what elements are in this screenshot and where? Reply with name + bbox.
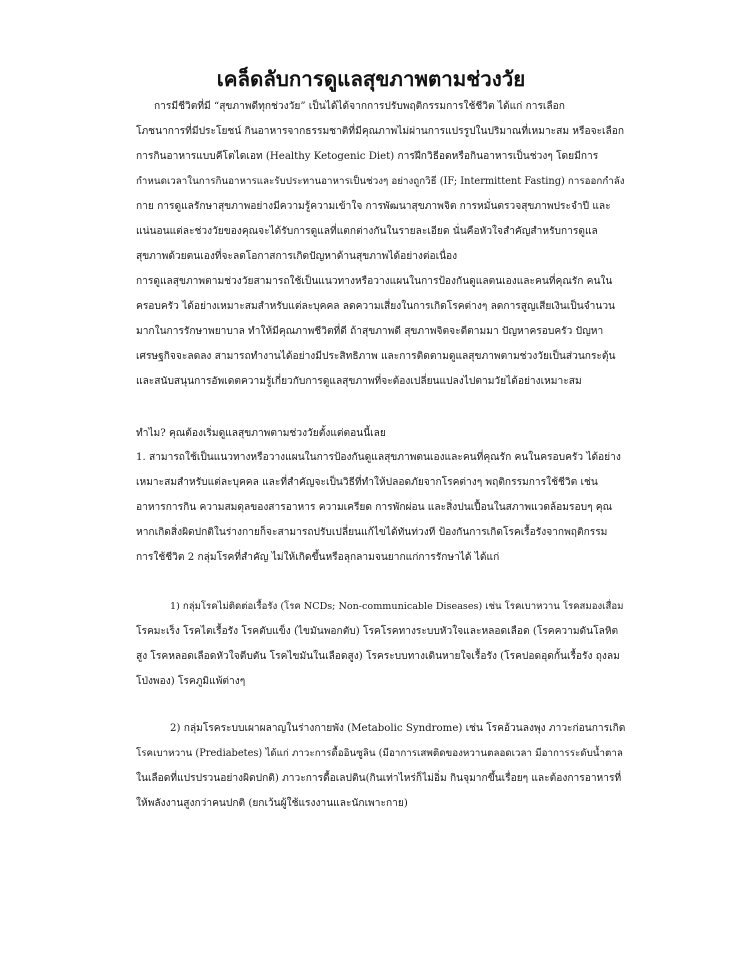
point-line: หากเกิดสิ่งผิดปกติในร่างกายก็จะสามารถปรับเปลี่ยนแก้ไขได้ทันท่วงที ป้องกันการเกิดโรคเรื้อรังจากพฤติกรรม	[136, 527, 608, 538]
intro-line: การดูแลสุขภาพตามช่วงวัยสามารถใช้เป็นแนวทางหรือวางแผนในการป้องกันดูแลตนเองและคนที่คุณรัก คนใน	[136, 276, 613, 287]
point-line: 1. สามารถใช้เป็นแนวทางหรือวางแผนในการป้องกันดูแลสุขภาพตนเองและคนที่คุณรัก คนในครอบครัว ได้อย่าง	[136, 452, 621, 463]
group2-line: ในเลือดที่แปรปรวนอย่างผิดปกติ) ภาวะการดื้อเลปติน(กินเท่าไหร่ก็ไม่อิ่ม กินจุมากขึ้นเรื่อยๆ และต้องการอาหารที่	[136, 773, 622, 784]
group2-line: 2) กลุ่มโรคระบบเผาผลาญในร่างกายพัง (Metabolic Syndrome) เช่น โรคอ้วนลงพุง ภาวะก่อนการเกิด	[170, 723, 626, 734]
group1-line: โรคมะเร็ง โรคไตเรื้อรัง โรคตับแข็ง (ไขมันพอกตับ) โรคโรคทางระบบหัวใจและหลอดเลือด (โรคความดันโลหิต	[136, 626, 619, 637]
group2-line: ให้พลังงานสูงกว่าคนปกติ (ยกเว้นผู้ใช้แรงงานและนักเพาะกาย)	[136, 798, 408, 809]
point-line: เหมาะสมสำหรับแต่ละบุคคล และที่สำคัญจะเป็นวิธีที่ทำให้ปลอดภัยจากโรคต่างๆ พฤติกรรมการใช้ชีวิต เช่น	[136, 477, 598, 488]
intro-line: กาย การดูแลรักษาสุขภาพอย่างมีความรู้ความเข้าใจ การพัฒนาสุขภาพจิต การหมั่นตรวจสุขภาพประจำปี และ	[136, 201, 611, 212]
intro-line: การมีชีวิตที่มี “สุขภาพดีทุกช่วงวัย” เป็นได้ได้จากการปรับพฤติกรรมการใช้ชีวิต ได้แก่ การเลือก	[154, 101, 565, 112]
group1-line: โป่งพอง) โรคภูมิแพ้ต่างๆ	[136, 676, 246, 687]
intro-line: และสนับสนุนการอัพเดตความรู้เกี่ยวกับการดูแลสุขภาพที่จะต้องเปลี่ยนแปลงไปตามวัยได้อย่างเหมาะสม	[136, 376, 582, 387]
point-line: อาหารการกิน ความสมดุลของสารอาหาร ความเครียด การพักผ่อน และสิ่งปนเปื้อนในสภาพแวดล้อมรอบๆ คุณ	[136, 502, 613, 513]
group1-line: 1) กลุ่มโรคไม่ติดต่อเรื้อรัง (โรค NCDs; Non-communicable Diseases) เช่น โรคเบาหวาน โรคสมองเสื่อม	[170, 601, 624, 612]
intro-line: แน่นอนแต่ละช่วงวัยของคุณจะได้รับการดูแลที่แตกต่างกันในรายละเอียด นั่นคือหัวใจสำคัญสำหรับการดูแล	[136, 226, 598, 237]
question-heading: ทำไม? คุณต้องเริ่มดูแลสุขภาพตามช่วงวัยตั้งแต่ตอนนี้เลย	[136, 428, 386, 439]
intro-line: กำหนดเวลาในการกินอาหารและรับประทานอาหารเป็นช่วงๆ อย่างถูกวิธี (IF; Intermittent Fasting) การออกกำลัง	[136, 176, 625, 187]
intro-line: เศรษฐกิจจะลดลง สามารถทำงานได้อย่างมีประสิทธิภาพ และการติดตามดูแลสุขภาพตามช่วงวัยเป็นส่วนกระตุ้น	[136, 351, 616, 362]
intro-line: สุขภาพด้วยตนเองที่จะลดโอกาสการเกิดปัญหาด้านสุขภาพได้อย่างต่อเนื่อง	[136, 251, 458, 262]
point-line: การใช้ชีวิต 2 กลุ่มโรคที่สำคัญ ไม่ให้เกิดขึ้นหรือลุกลามจนยากแก่การรักษาได้ ได้แก่	[136, 552, 500, 563]
intro-line: การกินอาหารแบบคีโตไดเอท (Healthy Ketogenic Diet) การฝึกวิธีอดหรือกินอาหารเป็นช่วงๆ โดยมีการ	[136, 151, 599, 162]
intro-line: โภชนาการที่มีประโยชน์ กินอาหารจากธรรมชาติที่มีคุณภาพไม่ผ่านการแปรรูปในปริมาณที่เหมาะสม หรือจะเลือก	[136, 126, 625, 137]
intro-line: มากในการรักษาพยาบาล ทำให้มีคุณภาพชีวิตที่ดี ถ้าสุขภาพดี สุขภาพจิตจะดีตามมา ปัญหาครอบครัว ปัญหา	[136, 326, 604, 337]
page-title: เคล็ดลับการดูแลสุขภาพตามช่วงวัย	[216, 67, 526, 91]
intro-line: ครอบครัว ได้อย่างเหมาะสมสำหรับแต่ละบุคคล ลดความเสี่ยงในการเกิดโรคต่างๆ ลดการสูญเสียเงินเป็นจำนวน	[136, 301, 616, 312]
group1-line: สูง โรคหลอดเลือดหัวใจตีบตัน โรคไขมันในเลือดสูง) โรคระบบทางเดินหายใจเรื้อรัง (โรคปอดอุดกั้นเรื้อรัง ถุงลม	[136, 651, 620, 662]
group2-line: โรคเบาหวาน (Prediabetes) ได้แก่ ภาวะการดื้ออินซูลิน (มีอาการเสพติดของหวานตลอดเวลา มีอาการระดับน้ำตาล	[136, 748, 623, 759]
